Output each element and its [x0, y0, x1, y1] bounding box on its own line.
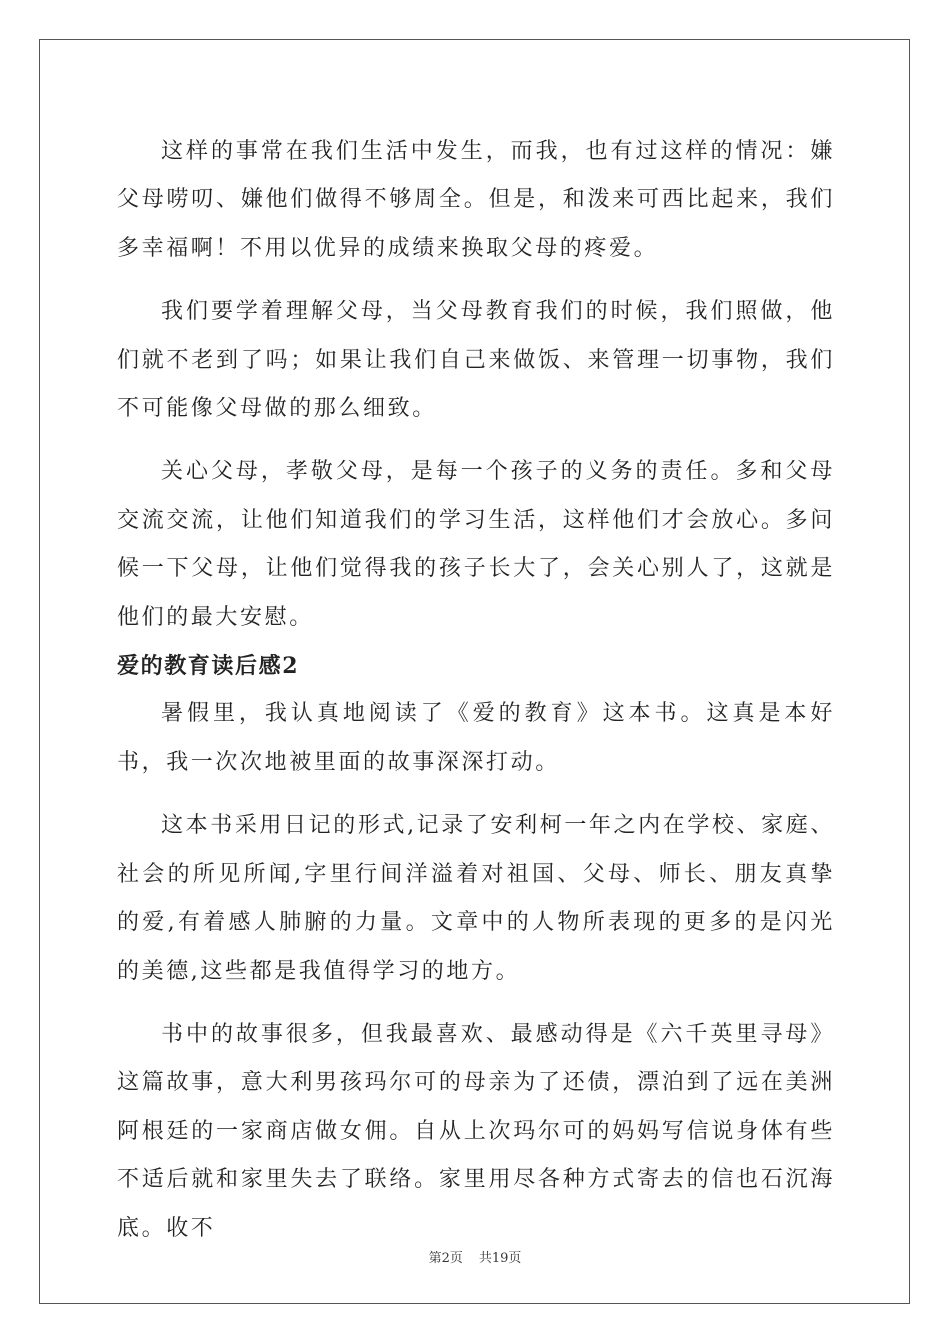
paragraph: 暑假里，我认真地阅读了《爱的教育》这本书。这真是本好书，我一次次地被里面的故事深深打动。: [117, 701, 835, 775]
section-heading: 爱的教育读后感2: [117, 653, 300, 680]
page-total: 共19页: [478, 1251, 522, 1266]
document-body: [117, 128, 835, 1253]
paragraph: 关心父母，孝敬父母，是每一个孩子的义务的责任。多和父母交流交流，让他们知道我们的学习生活，这样他们才会放心。多问候一下父母，让他们觉得我的孩子长大了，会关心别人了，这就是他们的最大安慰。: [117, 459, 835, 630]
paragraph: 书中的故事很多，但我最喜欢、最感动得是《六千英里寻母》这篇故事，意大利男孩玛尔可的母亲为了还债，漂泊到了远在美洲阿根廷的一家商店做女佣。自从上次玛尔可的妈妈写信说身体有些不适后就和家里失去了联络。家里用尽各种方式寄去的信也石沉海底。收不: [117, 1021, 835, 1241]
paragraph: 我们要学着理解父母，当父母教育我们的时候，我们照做，他们就不老到了吗；如果让我们自己来做饭、来管理一切事物，我们不可能像父母做的那么细致。: [117, 299, 835, 422]
page-footer: [0, 1247, 950, 1266]
paragraph: 这样的事常在我们生活中发生，而我，也有过这样的情况：嫌父母唠叨、嫌他们做得不够周全。但是，和泼来可西比起来，我们多幸福啊！不用以优异的成绩来换取父母的疼爱。: [117, 139, 835, 261]
page-number: 第2页: [428, 1251, 463, 1266]
paragraph: 这本书采用日记的形式,记录了安利柯一年之内在学校、家庭、社会的所见所闻,字里行间洋溢着对祖国、父母、师长、朋友真挚的爱,有着感人肺腑的力量。文章中的人物所表现的更多的是闪光的美德,这些都是我值得学习的地方。: [117, 813, 835, 984]
